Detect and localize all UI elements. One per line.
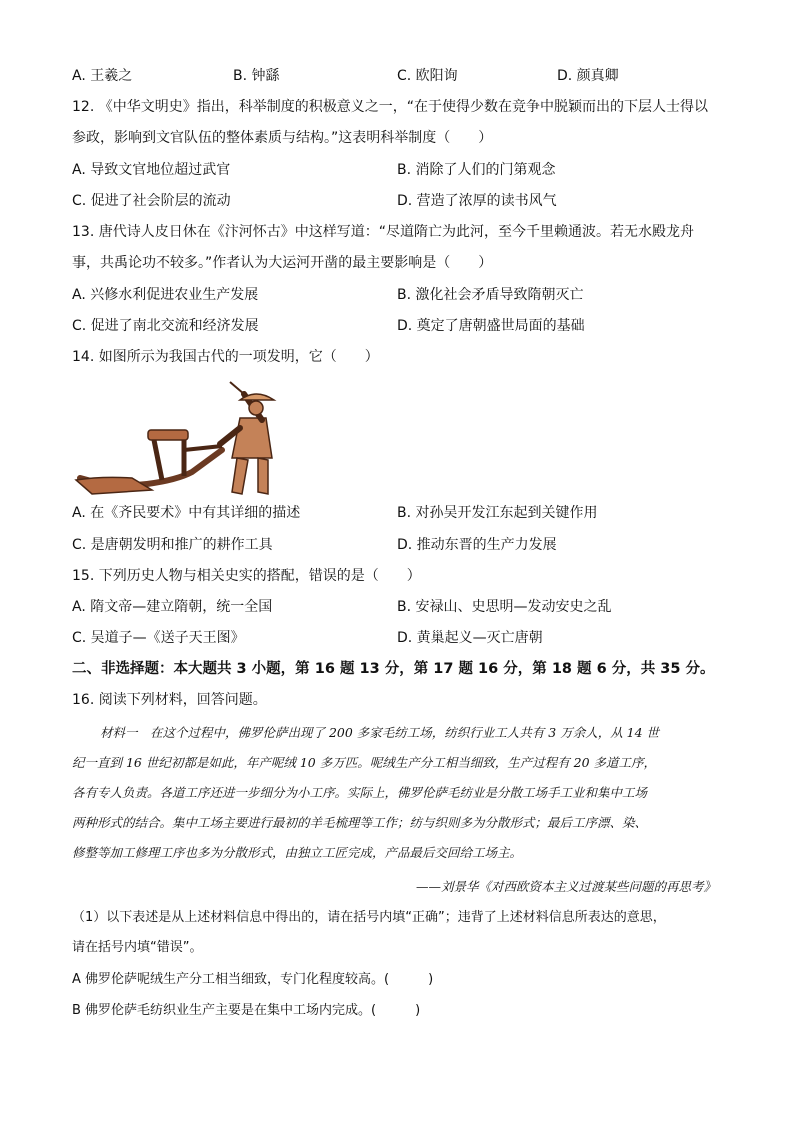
- q13-stem-line2: 事，共禹论功不较多。”作者认为大运河开凿的最主要影响是（ ）: [72, 255, 493, 271]
- q11-option-a: A. 王羲之: [72, 68, 133, 84]
- q12-option-c: C. 促进了社会阶层的流动: [72, 193, 231, 209]
- q14-option-c: C. 是唐朝发明和推广的耕作工具: [72, 537, 273, 553]
- q13-option-b: B. 激化社会矛盾导致隋朝灭亡: [397, 287, 584, 303]
- q11-option-c: C. 欧阳询: [397, 68, 458, 84]
- sub-question-1-line1: （1）以下表述是从上述材料信息中得出的，请在括号内填“正确”；违背了上述材料信息所表达的意思，: [72, 910, 666, 925]
- material-line: 各有专人负责。各道工序还进一步细分为小工序。实际上，佛罗伦萨毛纺业是分散工场手工业和集中工场: [72, 785, 648, 800]
- material-line: 修整等加工修理工序也多为分散形式，由独立工匠完成，产品最后交回给工场主。: [72, 845, 523, 860]
- q12-option-d: D. 营造了浓厚的读书风气: [397, 193, 557, 209]
- q15-stem: 15. 下列历史人物与相关史实的搭配，错误的是（ ）: [72, 568, 421, 584]
- statement-a: A 佛罗伦萨呢绒生产分工相当细致，专门化程度较高。( ): [72, 972, 434, 987]
- q12-stem-line1: 12. 《中华文明史》指出，科举制度的积极意义之一，“在于使得少数在竞争中脱颖而出的下层人士得以: [72, 99, 708, 115]
- q16-stem: 16. 阅读下列材料，回答问题。: [72, 692, 267, 708]
- q14-option-a: A. 在《齐民要术》中有其详细的描述: [72, 505, 301, 521]
- section-heading: 二、非选择题：本大题共 3 小题，第 16 题 13 分，第 17 题 16 分，第 18 题 6 分，共 35 分。: [72, 661, 715, 677]
- q11-option-d: D. 颜真卿: [557, 68, 619, 84]
- statement-b: B 佛罗伦萨毛纺织业生产主要是在集中工场内完成。( ): [72, 1003, 421, 1018]
- q14-stem: 14. 如图所示为我国古代的一项发明，它（ ）: [72, 349, 379, 365]
- q15-option-c: C. 吴道子—《送子天王图》: [72, 630, 245, 646]
- q12-stem-line2: 参政，影响到文官队伍的整体素质与结构。”这表明科举制度（ ）: [72, 130, 493, 146]
- q14-option-d: D. 推动东晋的生产力发展: [397, 537, 557, 553]
- q13-option-d: D. 奠定了唐朝盛世局面的基础: [397, 318, 585, 334]
- material-line: 两种形式的结合。集中工场主要进行最初的羊毛梳理等工作；纺与织则多为分散形式；最后工序漂、染、: [72, 815, 648, 830]
- q14-option-b: B. 对孙吴开发江东起到关键作用: [397, 505, 598, 521]
- q15-option-a: A. 隋文帝—建立隋朝，统一全国: [72, 599, 273, 615]
- material-source: ——刘景华《对西欧资本主义过渡某些问题的再思考》: [415, 879, 716, 894]
- q15-option-d: D. 黄巢起义—灭亡唐朝: [397, 630, 543, 646]
- q15-option-b: B. 安禄山、史思明—发动安史之乱: [397, 599, 612, 615]
- q13-option-a: A. 兴修水利促进农业生产发展: [72, 287, 259, 303]
- material-line: 纪一直到 16 世纪初都是如此，年产呢绒 10 多万匹。呢绒生产分工相当细致，生产过程有 20 多道工序，: [72, 755, 657, 770]
- q13-stem-line1: 13. 唐代诗人皮日休在《汴河怀古》中这样写道：“尽道隋亡为此河，至今千里赖通波。若无水殿龙舟: [72, 224, 694, 240]
- sub-question-1-line2: 请在括号内填“错误”。: [72, 940, 203, 955]
- q12-option-b: B. 消除了人们的门第观念: [397, 162, 556, 178]
- plough-illustration: [72, 380, 312, 498]
- q13-option-c: C. 促进了南北交流和经济发展: [72, 318, 259, 334]
- material-line: 材料一 在这个过程中，佛罗伦萨出现了 200 多家毛纺工场，纺织行业工人共有 3 万余人，从 14 世: [100, 725, 660, 740]
- q12-option-a: A. 导致文官地位超过武官: [72, 162, 231, 178]
- q11-option-b: B. 钟繇: [233, 68, 280, 84]
